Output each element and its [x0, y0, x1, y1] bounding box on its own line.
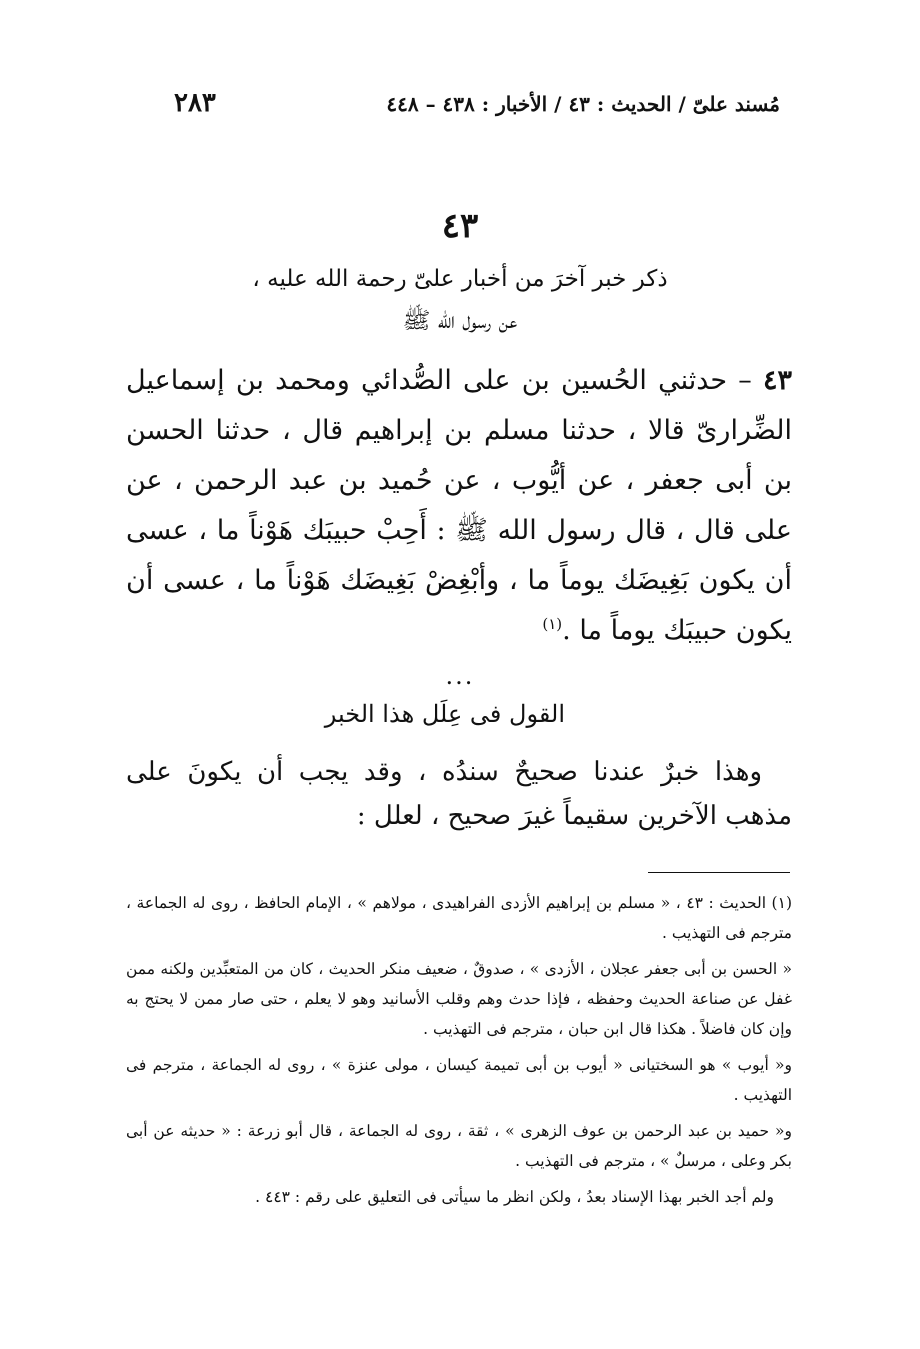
footnote-1-humaid: و« حميد بن عبد الرحمن بن عوف الزهرى » ، ثقة ، روى له الجماعة ، قال أبو زرعة : « حديثه عن أبى بكر وعلى ، مرسلٌ » ، مترجم فى التهذيب . [126, 1122, 792, 1170]
footnote-1-note: ولم أجد الخبر بهذا الإسناد بعدُ ، ولكن انظر ما سيأتى فى التعليق على رقم : ٤٤٣ . [255, 1188, 774, 1206]
running-header [140, 88, 780, 126]
hadith-body: – حدثني الحُسين بن على الصُّدائي ومحمد بن إسماعيل الضِّرارىّ قالا ، حدثنا مسلم بن إبراهيم قال ، حدثنا الحسن بن أبى جعفر ، عن أيُّوب ، عن حُميد بن عبد الرحمن ، عن على قال ، قال رسول الله ﷺ : أَحِبْ حبيبَك هَوْناً ما ، عسى أن يكون بَغِيضَك يوماً ما ، وأبْغِضْ بَغِيضَك هَوْناً ما ، عسى أن يكون حبيبَك يوماً ما . [126, 365, 792, 646]
footnotes [126, 888, 792, 1218]
section-number: ٤٣ [441, 206, 479, 246]
subheading: القول فى عِلَل هذا الخبر [324, 700, 565, 728]
commentary-text [126, 750, 792, 838]
footnote-marker: (١) [542, 615, 563, 633]
hadith-text [126, 356, 792, 656]
section-title-line2: عن رسول الله ﷺ [402, 308, 518, 334]
page-number: ٢٨٣ [174, 88, 216, 118]
commentary-body: وهذا خبرٌ عندنا صحيحٌ سندُه ، وقد يجب أن يكونَ على مذهب الآخرين سقيماً غيرَ صحيح ، لعلل : [126, 757, 792, 831]
footnote-1: (١) الحديث : ٤٣ ، « مسلم بن إبراهيم الأزدى الفراهيدى ، مولاهم » ، الإمام الحافظ ، روى له الجماعة ، مترجم فى التهذيب . [126, 894, 792, 942]
footnote-rule [648, 872, 790, 873]
section-separator: ... [445, 662, 475, 690]
footnote-1-ayyub: و« أيوب » هو السختيانى « أيوب بن أبى تميمة كيسان ، مولى عنزة » ، روى له الجماعة ، مترجم فى التهذيب . [126, 1056, 792, 1104]
hadith-number: ٤٣ [762, 365, 792, 396]
section-title-line1: ذكر خبر آخرَ من أخبار علىّ رحمة الله عليه ، [252, 266, 668, 292]
running-title: مُسند علىّ / الحديث : ٤٣ / الأخبار : ٤٣٨ – ٤٤٨ [386, 92, 780, 116]
footnote-1-hasan: « الحسن بن أبى جعفر عجلان ، الأزدى » ، صدوقٌ ، ضعيف منكر الحديث ، كان من المتعبِّدين ولكنه ممن غفل عن صناعة الحديث وحفظه ، فإذا حدث وهم وقلب الأسانيد وهو لا يعلم ، حتى صار ممن لا يحتج به وإن كان فاضلاً . هكذا قال ابن حبان ، مترجم فى التهذيب . [126, 960, 792, 1038]
